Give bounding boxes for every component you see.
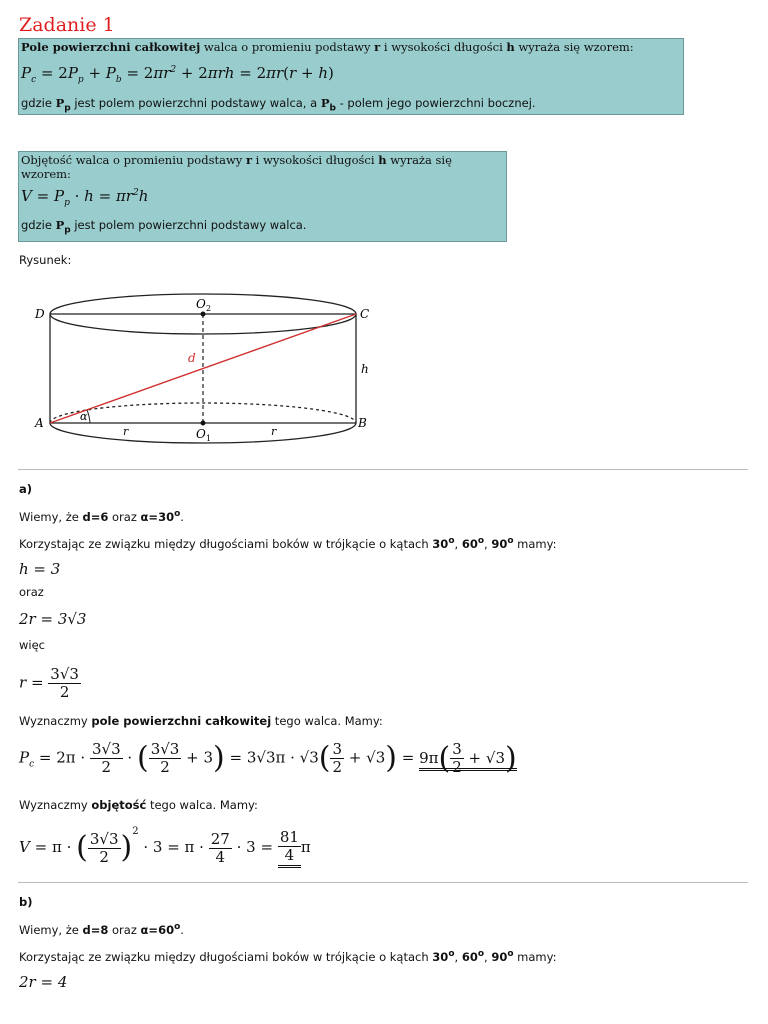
text: , (454, 949, 462, 964)
text: Wiemy, że (19, 509, 83, 524)
label-d-point: D (35, 307, 45, 321)
text: walca o promieniu podstawy (200, 40, 375, 54)
sup: o (477, 949, 485, 959)
sub: b (329, 103, 336, 114)
label-o2-sub: 2 (206, 304, 212, 313)
box2-intro (21, 153, 504, 181)
sup: o (448, 536, 455, 546)
label-c-point: C (360, 307, 370, 321)
label-b-point: B (358, 416, 367, 430)
part-a-known (19, 509, 184, 524)
den: 2 (59, 683, 70, 701)
label-r-left: r (123, 425, 129, 438)
eq-2r: 2r = 3√3 (19, 610, 87, 628)
sup: o (174, 922, 181, 932)
label: b) (19, 895, 33, 909)
eq-r (19, 666, 81, 701)
divider (18, 469, 748, 470)
eq-pole-result: $P_c = 2\pi$ · $\frac{3√3}{2}$ · ( $\frac{3√3}{2}$ + 3) = 3√3π · √3( $\frac{3}{2}$ + √3) = 9π( $\frac{3}{2}$ + √3) (19, 740, 517, 776)
var-h: h (506, 40, 515, 54)
label-o2: O (196, 297, 206, 311)
text: jest polem powierzchni podstawy walca. (70, 218, 307, 232)
angle: 60 (461, 949, 478, 964)
text: wzorem: (21, 167, 71, 181)
text: - polem jego powierzchni bocznej. (335, 96, 536, 110)
angle: 30 (432, 536, 449, 551)
eq-volume-result: V = π · ( $\frac{3√3}{2}$ )$^2$ · 3 = π · $\frac{27}{4}$ · 3 = $\frac{81}{4}$ π (19, 826, 311, 866)
var-pb: P (320, 96, 330, 110)
text-oraz: oraz (19, 585, 44, 599)
figure-caption: Rysunek: (19, 253, 72, 267)
divider (18, 882, 748, 883)
label-o1-sub: 1 (206, 434, 212, 443)
point-o1 (201, 421, 206, 426)
text: wyraża się wzorem: (514, 40, 634, 54)
label-diagonal-d: d (188, 351, 196, 365)
text: Objętość walca o promieniu podstawy (21, 153, 246, 167)
point-o2 (201, 312, 206, 317)
part-a-label (19, 482, 32, 496)
text: , (484, 536, 492, 551)
given-alpha: α=60 (140, 922, 175, 937)
lhs: r = (19, 673, 44, 692)
var-r: r (245, 153, 253, 167)
angle: 60 (461, 536, 478, 551)
label-a-point: A (35, 416, 44, 430)
given-d: d=8 (82, 922, 109, 937)
angle: 30 (432, 949, 449, 964)
text: gdzie (21, 218, 56, 232)
text: , (454, 536, 462, 551)
num: 3√3 (50, 665, 79, 683)
text: tego walca. Mamy: (271, 714, 383, 728)
sup: o (507, 949, 514, 959)
term: pole powierzchni całkowitej (91, 714, 272, 728)
label: a) (19, 482, 33, 496)
text: gdzie (21, 96, 56, 110)
eq-2r-b: 2r = 4 (19, 973, 68, 991)
obj-intro (19, 798, 258, 812)
sup: o (507, 536, 514, 546)
text: mamy: (513, 949, 557, 964)
given-d: d=6 (82, 509, 109, 524)
part-b-relation (19, 949, 556, 964)
text-wiec: więc (19, 638, 45, 652)
label-r-right: r (271, 425, 277, 438)
formula-box-surface (18, 38, 684, 115)
label-alpha: α (80, 410, 88, 423)
text: Korzystając ze związku między długościami boków w trójkącie o kątach (19, 536, 433, 551)
label-o1: O (196, 427, 206, 441)
box1-intro (21, 40, 681, 54)
text: i wysokości długości (252, 153, 379, 167)
text: wyraża się (386, 153, 452, 167)
text: . (180, 922, 184, 937)
part-b-label (19, 895, 33, 909)
text: . (180, 509, 184, 524)
angle: 90 (491, 949, 508, 964)
term: objętość (91, 798, 147, 812)
text: i wysokości długości (380, 40, 507, 54)
var-pp: P (55, 218, 65, 232)
var-h: h (378, 153, 387, 167)
sup: o (448, 949, 455, 959)
part-b-known (19, 922, 184, 937)
box2-note (21, 218, 504, 237)
sub: p (64, 225, 71, 236)
cylinder-figure (28, 280, 388, 460)
given-alpha: α=30 (140, 509, 175, 524)
var-pp: P (55, 96, 65, 110)
text: oraz (108, 509, 141, 524)
text: jest polem powierzchni podstawy walca, a (70, 96, 321, 110)
text: mamy: (513, 536, 557, 551)
sub: p (64, 103, 71, 114)
label-height-h: h (361, 362, 369, 376)
var-r: r (374, 40, 381, 54)
text: Wiemy, że (19, 922, 83, 937)
text: Korzystając ze związku między długościami boków w trójkącie o kątach (19, 949, 433, 964)
formula-box-volume (18, 151, 507, 242)
exercise-title: Zadanie 1 (19, 14, 115, 36)
eq-h: h = 3 (19, 560, 61, 578)
box1-note (21, 96, 681, 115)
surface-formula: $P_c = 2P_p + P_b = 2\pi r^2 + 2\pi rh = 2\pi r(r + h)$ (21, 64, 334, 85)
volume-formula: $V = P_p \cdot h = \pi r^2h$ (21, 187, 149, 208)
text: tego walca. Mamy: (146, 798, 258, 812)
angle: 90 (491, 536, 508, 551)
text: Wyznaczmy (19, 714, 92, 728)
text: Wyznaczmy (19, 798, 92, 812)
sup: o (477, 536, 485, 546)
sup: o (174, 509, 181, 519)
part-a-relation (19, 536, 556, 551)
text: oraz (108, 922, 141, 937)
text: , (484, 949, 492, 964)
pole-intro (19, 714, 383, 728)
term-total-area: Pole powierzchni całkowitej (21, 40, 201, 54)
angle-arc (87, 410, 90, 423)
